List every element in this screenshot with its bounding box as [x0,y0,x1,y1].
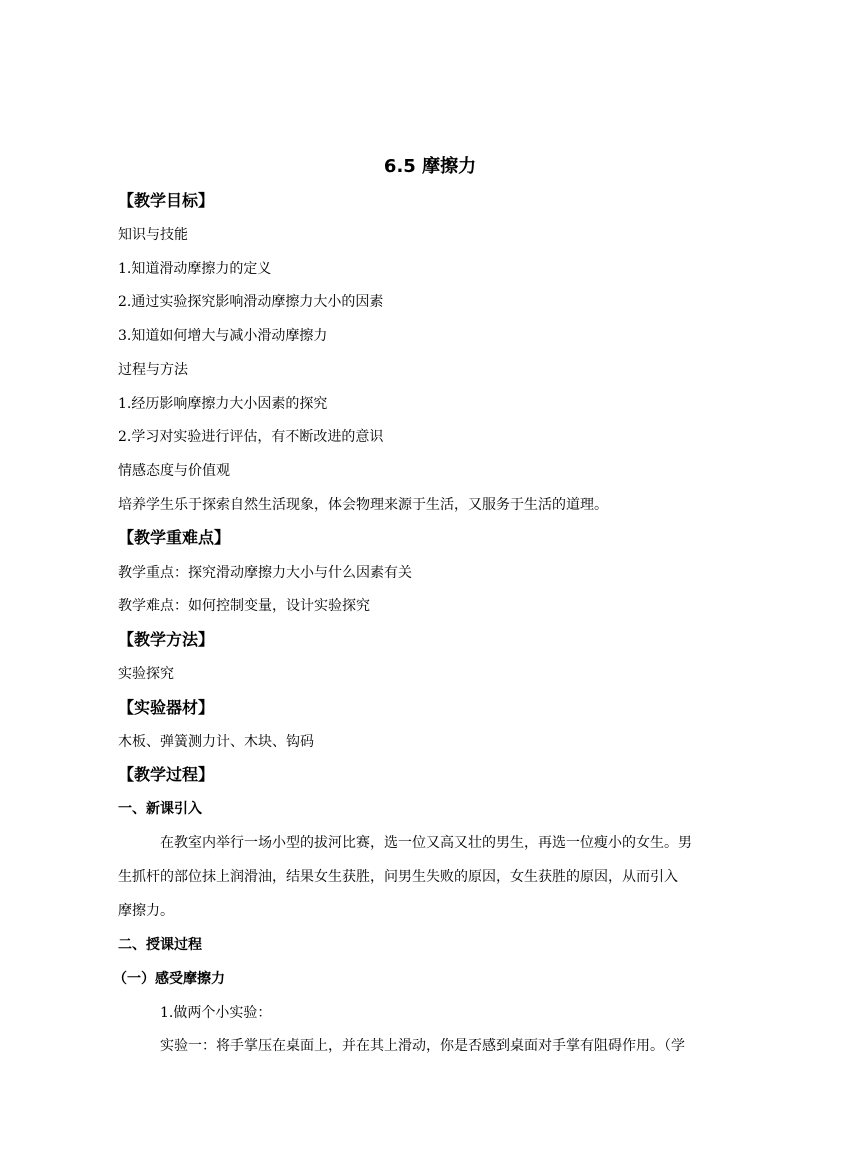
objectives-heading: 【教学目标】 [118,191,215,210]
method-heading: 【教学方法】 [118,630,215,649]
section1-line-3: 摩擦力。 [118,903,174,919]
step1-text: 1.做两个小实验： [160,1005,272,1021]
experiment1-text: 实验一：将手掌压在桌面上，并在其上滑动，你是否感到桌面对手掌有阻碍作用。（学 [160,1038,685,1054]
process-item-1: 1.经历影响摩擦力大小因素的探究 [118,396,328,412]
equipment-text: 木板、弹簧测力计、木块、钩码 [118,734,314,750]
difficult-point: 教学难点：如何控制变量，设计实验探究 [118,598,370,614]
keypoints-heading: 【教学重难点】 [118,528,231,547]
equipment-heading: 【实验器材】 [118,698,215,717]
process-label: 过程与方法 [118,362,188,378]
knowledge-item-2: 2.通过实验探究影响滑动摩擦力大小的因素 [118,294,384,310]
subsection1-title: （一）感受摩擦力 [113,971,225,987]
process-item-2: 2.学习对实验进行评估，有不断改进的意识 [118,429,384,445]
knowledge-label: 知识与技能 [118,227,188,243]
section2-title: 二、授课过程 [118,937,202,953]
knowledge-item-1: 1.知道滑动摩擦力的定义 [118,261,272,277]
section1-line-1: 在教室内举行一场小型的拔河比赛，选一位又高又壮的男生，再选一位瘦小的女生。男 [160,835,692,851]
process-heading: 【教学过程】 [118,765,215,784]
emotion-text: 培养学生乐于探索自然生活现象，体会物理来源于生活，又服务于生活的道理。 [118,497,608,513]
section1-title: 一、新课引入 [118,801,202,817]
emotion-label: 情感态度与价值观 [118,463,230,479]
page-title: 6.5 摩擦力 [383,156,477,177]
method-text: 实验探究 [118,666,174,682]
key-point: 教学重点：探究滑动摩擦力大小与什么因素有关 [118,565,412,581]
section1-line-2: 生抓杆的部位抹上润滑油，结果女生获胜，问男生失败的原因，女生获胜的原因，从而引入 [118,869,678,885]
knowledge-item-3: 3.知道如何增大与减小滑动摩擦力 [118,328,328,344]
